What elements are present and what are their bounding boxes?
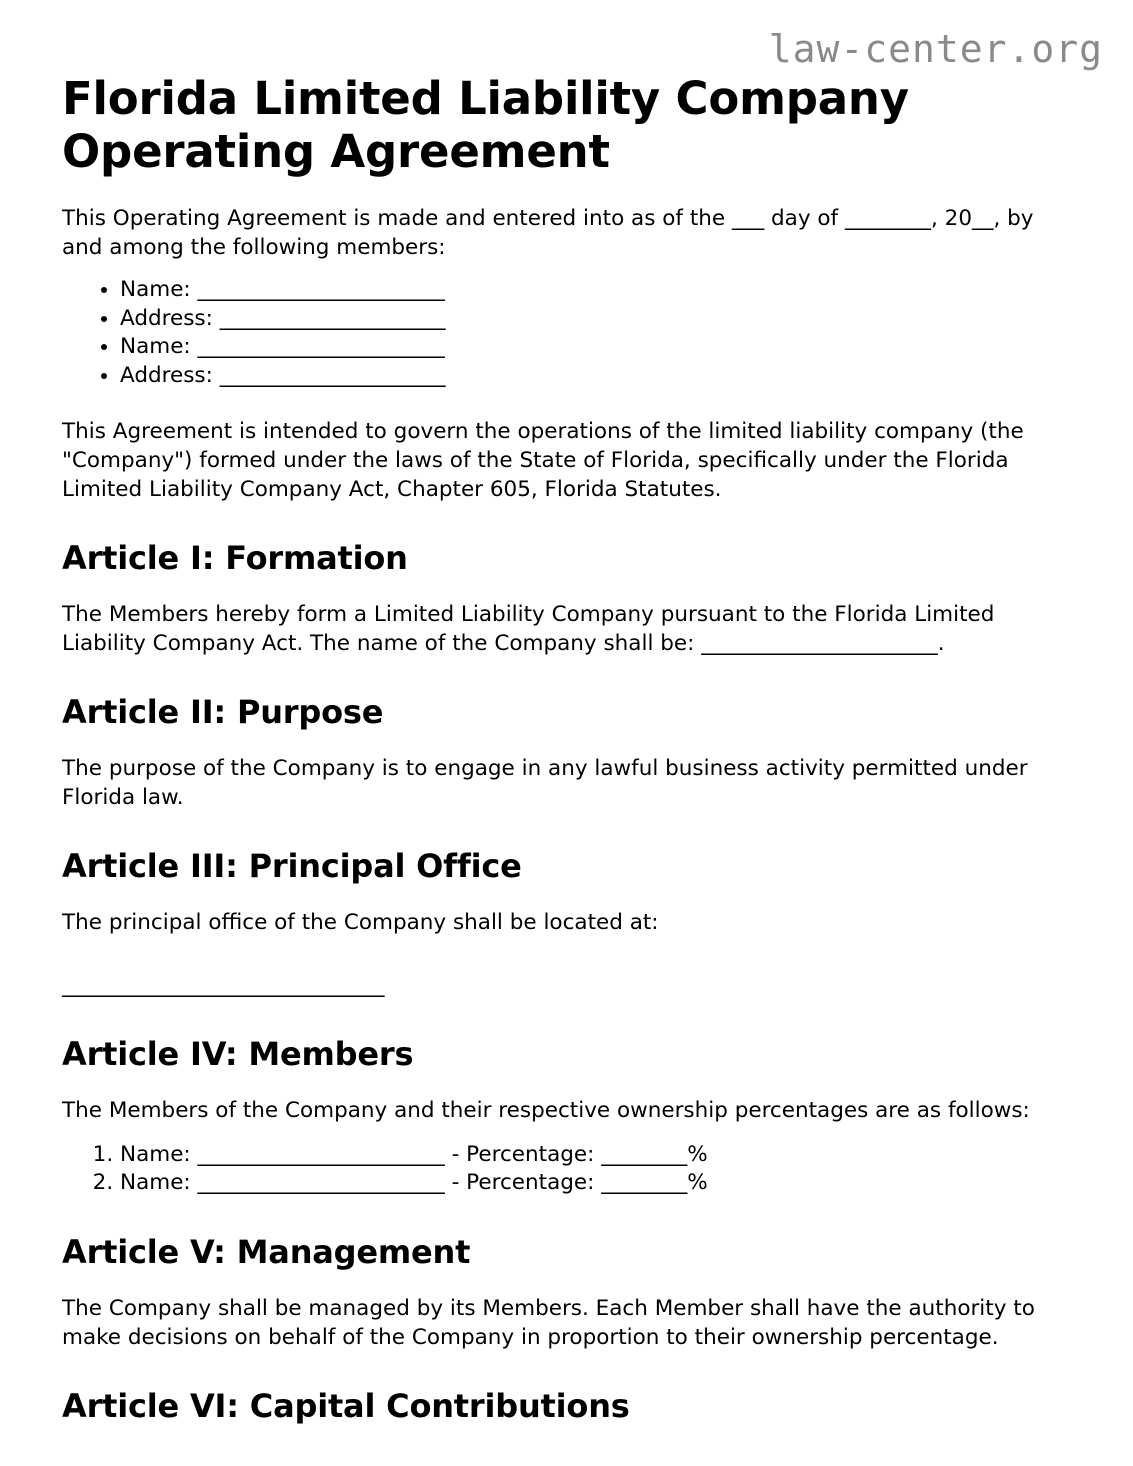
page-title: Florida Limited Liability Company Operating Agreement [62,72,909,179]
principal-office-blank-row [62,971,1071,1000]
article-body-iv: The Members of the Company and their respective ownership percentages are as follows: [62,1097,1030,1123]
list-item: • Address: _____________________ [120,305,1071,334]
list-item: • Name: _______________________ [120,276,1071,305]
article-heading-i: Article I: Formation [62,538,408,577]
list-item: • Address: _____________________ [120,362,1071,391]
intro-paragraph: This Operating Agreement is made and entered into as of the ___ day of ________, 20__, by and among the following members: [62,206,1034,261]
article-heading-iv: Article IV: Members [62,1034,414,1073]
article-heading-iii: Article III: Principal Office [62,846,522,885]
site-watermark: law-center.org [768,27,1103,71]
list-item: 2. Name: _______________________ - Percentage: ________% [120,1169,1071,1198]
article-body-ii: The purpose of the Company is to engage in any lawful business activity permitted under Florida law. [62,755,1028,810]
member-blank-list [62,276,1071,390]
ownership-percentage-list [62,1141,1071,1198]
list-item: 1. Name: _______________________ - Percentage: ________% [120,1141,1071,1170]
article-heading-v: Article V: Management [62,1232,471,1271]
principal-office-blank: ______________________________ [62,972,385,998]
article-heading-ii: Article II: Purpose [62,692,384,731]
list-item: • Name: _______________________ [120,333,1071,362]
governing-law-paragraph: This Agreement is intended to govern the operations of the limited liability company (the "Company") formed under the laws of the State of Florida, specifically under the Florida Limited Liability Company Act, Chapter 605, Florida Statutes. [62,418,1024,502]
article-heading-vi: Article VI: Capital Contributions [62,1386,630,1425]
article-body-i: The Members hereby form a Limited Liability Company pursuant to the Florida Limited Liability Company Act. The name of the Company shall be: ______________________. [62,601,995,656]
article-body-iii: The principal office of the Company shall be located at: [62,909,659,935]
article-body-v: The Company shall be managed by its Members. Each Member shall have the authority to make decisions on behalf of the Company in proportion to their ownership percentage. [62,1295,1035,1350]
